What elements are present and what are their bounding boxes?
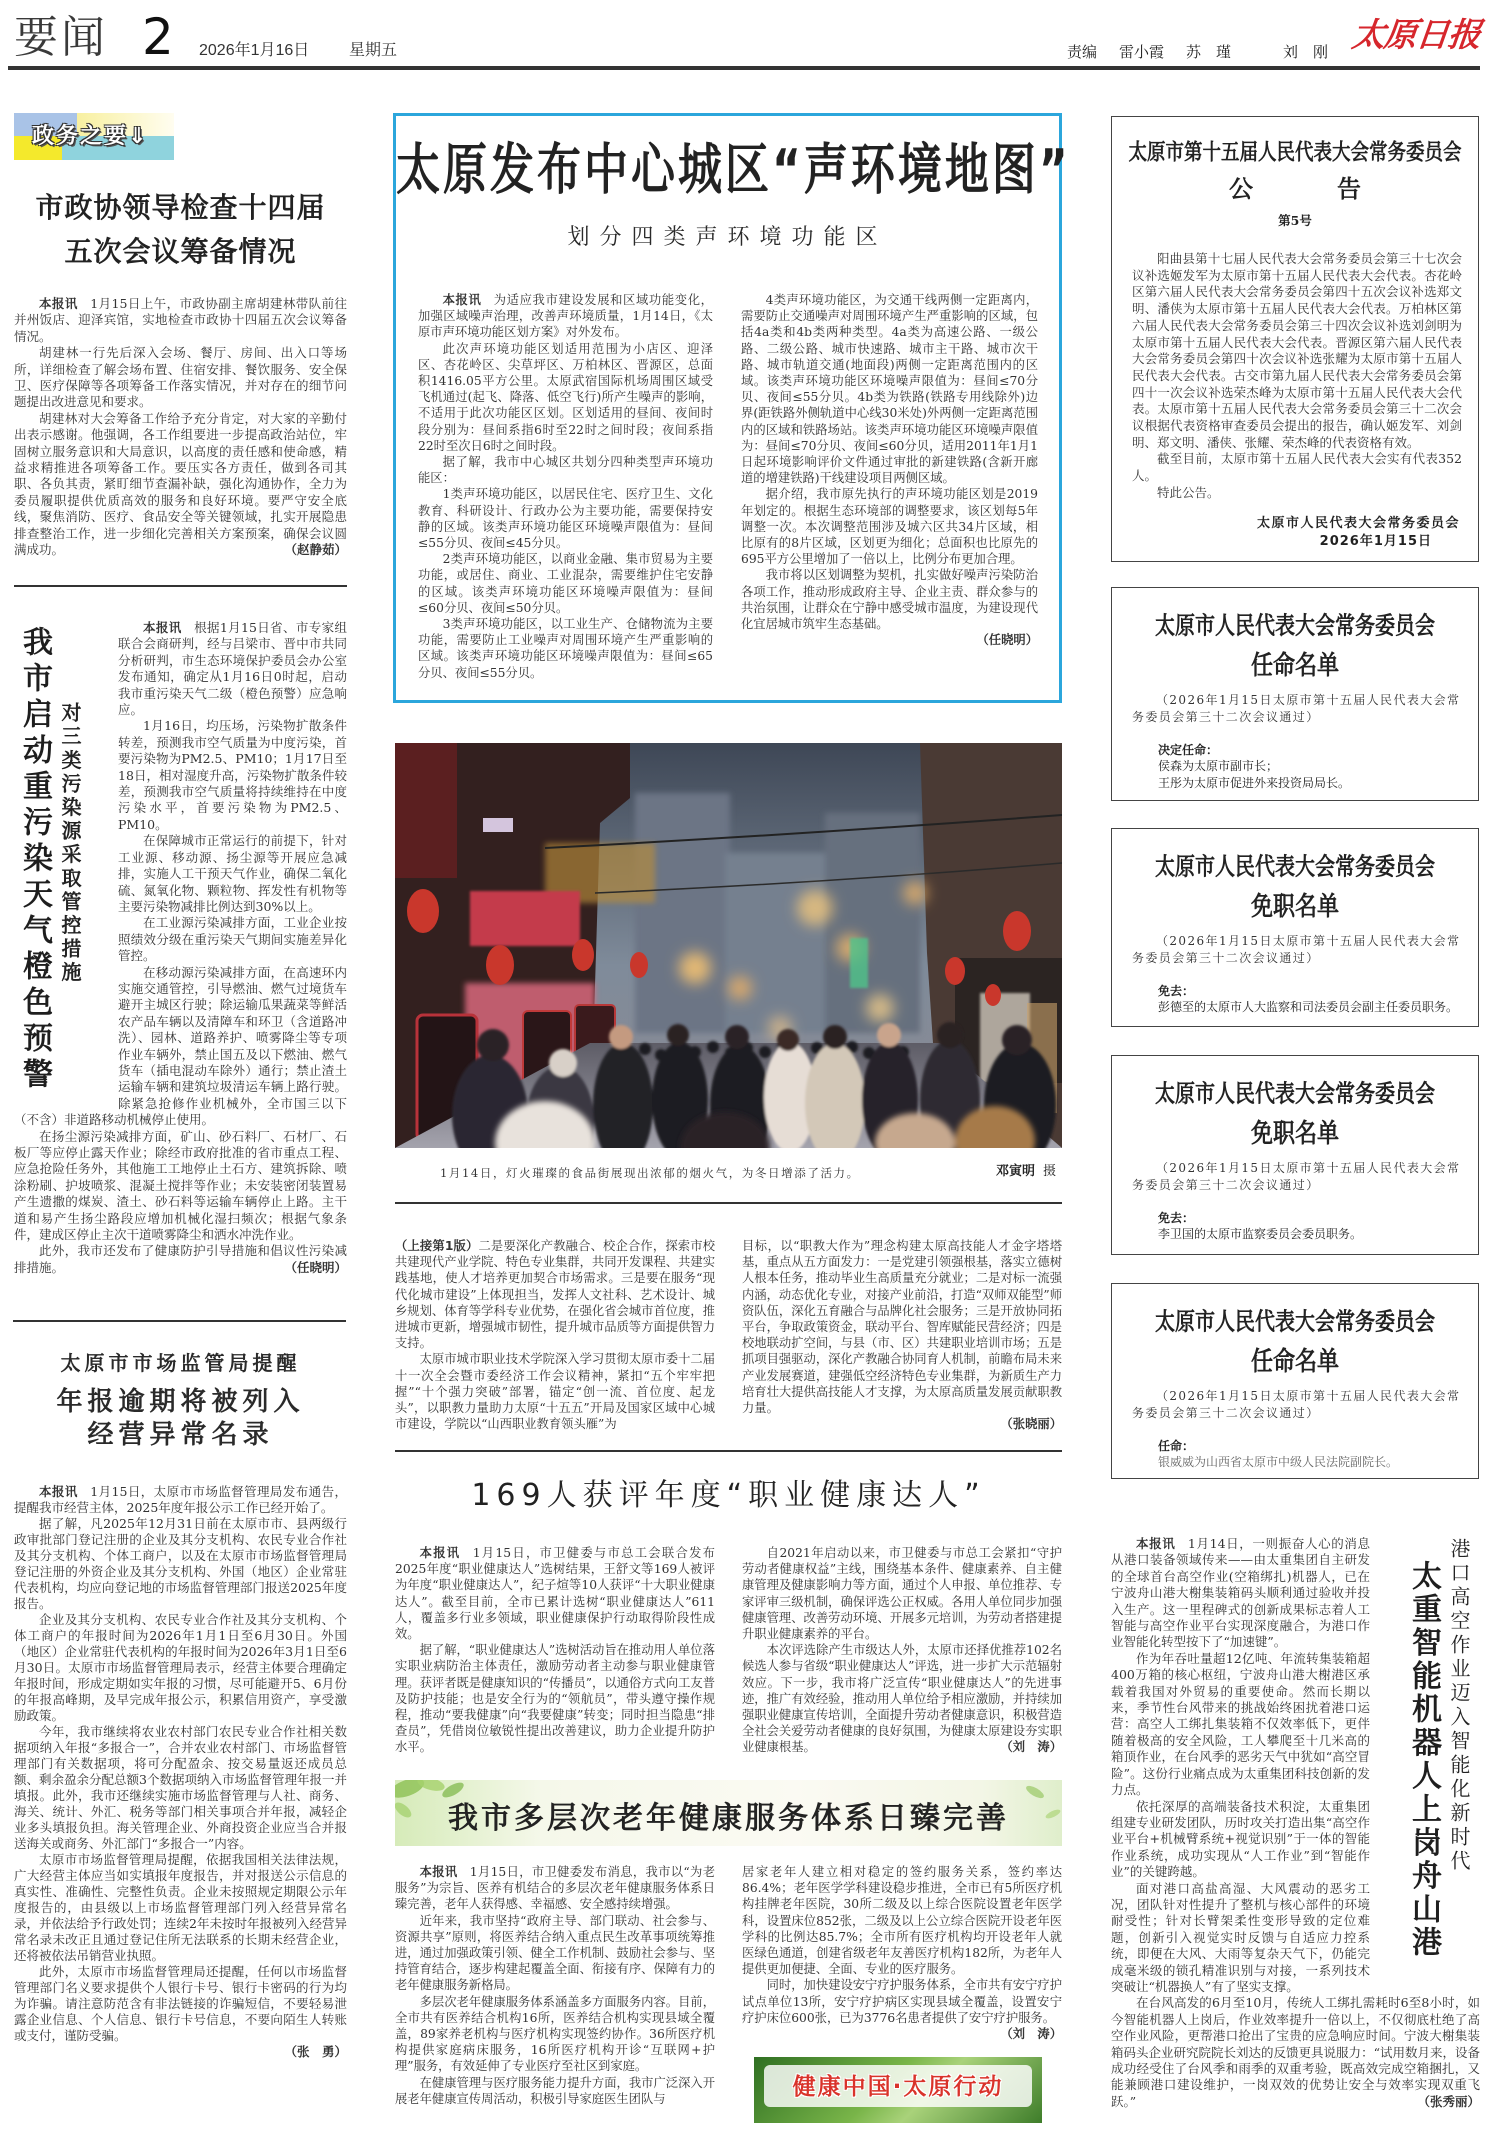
divider (395, 1202, 1062, 1204)
pollution-headline-block (14, 620, 118, 1102)
paragraph: 我市将以区划调整为契机，扎实做好噪声污染防治各项工作，推动形成政府主导、企业主责、群众参与的共治氛围，让群众在宁静中感受城市温度，为建设现代化宜居城市筑牢生态基础。 (741, 568, 1038, 632)
dateline-lead: 本报讯 (419, 1546, 461, 1560)
paragraph-text: 二是要深化产教融合、校企合作，探索市校共建现代产业学院、特色专业集群，共同开发课程、共建实践基地，使人才培养更加契合市场需求。三是要在服务“现代化城市建设”上体现担当，发挥人文社科、艺术设计、城乡规划、体育等学科专业优势，在强化省会城市首位度，推进城市更新，增强城市韧性，提升城市品质等方面提供智力支持。 (395, 1239, 715, 1351)
editors-line (1067, 42, 1328, 62)
market-kicker: 太原市市场监管局提醒 (60, 1351, 301, 1375)
paragraph (14, 1243, 347, 1276)
photo-caption: 1月14日，灯火璀璨的食品街展现出浓郁的烟火气，为冬日增添了活力。 (440, 1166, 860, 1180)
column-tag-label: 政务之要 (32, 124, 129, 149)
paragraph: 据了解，我市中心城区共划分四种类型声环境功能区： (418, 455, 713, 486)
byline: （张秀丽） (1417, 2093, 1480, 2109)
notice-signature: 太原市人民代表大会常务委员会 (1256, 516, 1460, 531)
header-rule (8, 66, 1480, 70)
paragraph: 1月16日，均压场，污染物扩散条件转差，预测我市空气质量为中度污染，首要污染物为PM2.5、PM10；1月17日至18日，相对湿度升高，污染物扩散条件较差，预测我市空气质量将持续维持在中度污染水平，首要污染物为PM2.5、PM10。 (118, 718, 347, 832)
paragraph-text: 1月15日，市卫健委发布消息，我市以“为老服务”为宗旨、医养有机结合的多层次老年健康服务体系日臻完善，老年人获得感、幸福感、安全感持续增强。 (395, 1865, 715, 1912)
paragraph (418, 292, 713, 341)
notice-label: 免去： (1158, 984, 1195, 998)
notice-items (1158, 999, 1474, 1016)
dateline-lead: 本报讯 (442, 293, 482, 307)
paragraph: 此次声环境功能区划适用范围为小店区、迎泽区、杏花岭区、尖草坪区、万柏林区、晋源区，总面积1416.05平方公里。太原武宿国际机场周围区域受飞机通过(起飞、降落、低空飞行)所产生噪声的影响，不适用于此次功能区区划。区划适用的昼间、夜间时段分别为：昼间系指6时至22时之间时段；夜间系指22时至次日6时之间时段。 (418, 341, 713, 453)
paragraph-text: 1月15日，市卫健委与市总工会联合发布2025年度“职业健康达人”选树结果，王舒文等169人被评为年度“职业健康达人”，纪子煊等10人获评“十大职业健康达人”。截至目前，全市已累计选树“职业健康达人”611人，覆盖多行业多领域，职业健康保护行动取得阶段性成效。 (395, 1546, 715, 1642)
dateline-lead: 本报讯 (419, 1865, 458, 1879)
banner-text: 健康中国·太原行动 (792, 2074, 1004, 2100)
paragraph (14, 1484, 347, 1516)
market-headline (14, 1386, 347, 1452)
port-robot-subheadline: 港口高空作业迈入智能化新时代 (1447, 1538, 1471, 1874)
newspaper-logo: 太原日报 (1350, 15, 1483, 54)
pollution-article (14, 620, 347, 1276)
notice-items (1158, 1226, 1474, 1243)
paragraph: 太原市城市职业技术学院深入学习贯彻太原市委十二届十一次全会暨市委经济工作会议精神，紧扣“五个牢牢把握”“十个强力突破”部署，锚定“创一流、首位度、起龙头”，以职教力量助力太原“十五五”开局及国家区域中心城市建设，学院以“山西职业教育领头雁”为 (395, 1352, 715, 1432)
paragraph: 今年，我市继续将农业农村部门农民专业合作社相关数据项纳入年报“多报合一”，合并农业农村部门、市场监督管理部门有关数据项，将可分配盈余、按交易量返还成员总额、剩余盈余分配总额3个数据项纳入市场监督管理年报一并填报。此外，我市还继续实施市场监督管理与人社、商务、海关、统计、外汇、税务等部门相关事项合并年报，减轻企业多头填报负担。海关管理企业、外商投资企业应当合并报送海关或商务、外汇部门“多报合一”内容。 (14, 1724, 347, 1851)
paragraph: 4类声环境功能区，为交通干线两侧一定距离内，需要防止交通噪声对周围环境产生严重影响的区域，包括4a类和4b类两种类型。4a类为高速公路、一级公路、二级公路、城市快速路、城市主干路、城市次干路、城市轨道交通(地面段)两侧一定距离范围内的区域。该类声环境功能区环境噪声限值为：昼间≤70分贝、夜间≤55分贝。4b类为铁路(铁路专用线除外)边界(距铁路外侧轨道中心线30米处)外两侧一定距离范围内的区域和铁路场站。该类声环境功能区环境噪声限值为：昼间≤70分贝、夜间≤60分贝，适用2011年1月1日起环境影响评价文件通过审批的新建铁路(含新开廊道的增建铁路)干线建设项目两侧区域。 (741, 293, 1038, 486)
divider (13, 1320, 346, 1322)
appointment-list-box (1111, 587, 1479, 801)
paragraph-text: 本次评选除产生市级达人外，太原市还择优推荐102名候选人参与省级“职业健康达人”评选，进一步扩大示范辐射效应。下一步，我市将广泛宣传“职业健康达人”的先进事迹，推广有效经验，推动用人单位给予相应激励，并持续加强职业健康宣传培训，全面提升劳动者健康意识，积极营造全社会关爱劳动者健康的良好氛围，为健康太原建设夯实职业健康根基。 (742, 1643, 1062, 1755)
food-street-photo (395, 743, 1062, 1148)
paragraph (14, 296, 347, 345)
vocational-article-column-left (395, 1238, 715, 1432)
pollution-headline: 我市启动重污染天气橙色预警 (17, 626, 52, 1094)
elderly-care-column-right (742, 1864, 1062, 2042)
headline-line: 五次会议筹备情况 (64, 235, 297, 268)
paragraph: 在保障城市正常运行的前提下，针对工业源、移动源、扬尘源等开展应急减排，实施人工干预天气作业，确保二氧化硫、氮氧化物、颗粒物、挥发性有机物等主要污染物减排比例达到30%以上。 (118, 833, 347, 914)
appointment-list-box (1111, 1283, 1479, 1479)
continued-from-label: （上接第1版） (395, 1239, 479, 1253)
dismissal-list-box (1111, 1055, 1479, 1255)
notice-item: 彭德至的太原市人大监察和司法委员会副主任委员职务。 (1158, 1000, 1459, 1014)
elderly-care-column-left (395, 1864, 715, 2107)
vocational-article-column-right (742, 1238, 1062, 1432)
editor-name: 雷小霞 (1119, 43, 1165, 61)
paragraph (1111, 1995, 1480, 2110)
headline-line: 市政协领导检查十四届 (35, 191, 326, 224)
paragraph: 胡建林一行先后深入会场、餐厅、房间、出入口等场所，详细检查了解会场布置、住宿安排、餐饮服务、安全保卫、医疗保障等各项筹备工作落实情况，并对存在的细节问题提出改进意见和要求。 (14, 345, 347, 410)
dateline-lead: 本报讯 (1136, 1536, 1176, 1551)
paragraph-text: 同时，加快建设安宁疗护服务体系，全市共有安宁疗护试点单位13所，安宁疗护病区实现县域全覆盖，设置安宁疗护床位600张，已为3776名患者提供了安宁疗护服务。 (742, 1978, 1062, 2025)
cppcc-article-body (14, 296, 347, 559)
npc-announcement-box (1111, 116, 1479, 562)
notice-label: 任命： (1158, 1439, 1195, 1453)
photo-credit (996, 1163, 1056, 1181)
banner-pill (764, 2065, 1032, 2107)
paragraph: 截至目前，太原市第十五届人民代表大会实有代表352人。 (1132, 451, 1462, 484)
headline-line: 年报逾期将被列入 (56, 1387, 305, 1417)
byline: （张 勇） (284, 2044, 347, 2059)
paragraph: 企业及其分支机构、农民专业合作社及其分支机构、个体工商户的年报时间为2026年1月1日至6月30日。外国（地区）企业常驻代表机构的年报时间为2026年3月1日至6月30日。太原市市场监督管理局表示，经营主体要合理确定年报时间，形成定期如实年报的习惯，尽可能避开5、6月份的年报高峰期，及早完成年报公示，积累信用资产，享受激励政策。 (14, 1612, 347, 1723)
paragraph: 据介绍，我市原先执行的声环境功能区划是2019年划定的。根据生态环境部的调整要求，该区划每5年调整一次。本次调整范围涉及城六区共34片区域，相比原有的8片区域，区划更为细化；总面积也比原先的695平方公里增加了一倍以上，比例分布更加合理。 (741, 487, 1038, 567)
notice-item: 王彤为太原市促进外来投资局局长。 (1158, 775, 1351, 790)
paragraph: 目标，以“职教大作为”理念构建太原高技能人才金字塔塔基，重点从五方面发力：一是党建引领强根基，落实立德树人根本任务，推动毕业生高质量充分就业；二是对标一流强内涵，动态优化专业，对接产业前沿，打造“双师双能型”师资队伍，深化五育融合与品牌化社会服务；三是开放协同拓平台，争取政策资金，联动平台、智库赋能民营经济；四是校地联动扩空间，与县（市、区）共建职业培训市场；五是抓项目强驱动，深化产教融合协同育人机制，前瞻布局未来产业发展赛道，建强低空经济特色专业集群，为新质生产力培育壮大提供高技能人才支撑，为太原高质量发展贡献职教力量。 (742, 1239, 1062, 1416)
section-name: 要闻 (14, 12, 108, 63)
paragraph: 自2021年启动以来，市卫健委与市总工会紧扣“守护劳动者健康权益”主线，围绕基本条件、健康素养、自主健康管理及健康影响力等方面，通过个人申报、单位推荐、专家评审三级机制，确保评选公正权威。各用人单位同步加强健康管理、改善劳动环境、开展多元培训，为劳动者搭建提升职业健康素养的平台。 (742, 1546, 1062, 1642)
paragraph (395, 1864, 715, 1913)
paragraph-text: 胡建林对大会筹备工作给予充分肯定，对大家的辛勤付出表示感谢。他强调，各工作组要进一步提高政治站位，牢固树立服务意识和大局意识，以高度的责任感和使命感，精益求精推进各项筹备工作。要压实各方责任，做到各司其职、各负其责，紧盯细节查漏补缺，强化沟通协作，全力为委员履职提供优质高效的服务和良好环境。要严守安全底线，聚焦消防、医疗、食品安全等关键领域，扎实开展隐患排查整治工作，进一步细化完善相关方案预案，确保会议圆满成功。 (14, 410, 347, 558)
paragraph: 阳曲县第十七届人民代表大会常务委员会第三十七次会议补选姬发军为太原市第十五届人民代表大会代表。杏花岭区第六届人民代表大会常务委员会第四十五次会议补选郑文明、潘侠为太原市第十五届人民代表大会代表。万柏林区第六届人民代表大会常务委员会第三十四次会议补选刘剑明为太原市第十五届人民代表大会代表。晋源区第六届人民代表大会常务委员会第四十次会议补选张耀为太原市第十五届人民代表大会代表。古交市第九届人民代表大会常务委员会第四十一次会议补选荣杰峰为太原市第十五届人民代表大会代表。太原市第十五届人民代表大会常务委员会第三十二次会议根据代表资格审查委员会提出的报告，确认姬发军、刘剑明、郑文明、潘侠、张耀、荣杰峰的代表资格有效。 (1132, 251, 1462, 450)
paragraph-text: 此外，我市还发布了健康防护引导措施和倡议性污染减排措施。 (14, 1243, 347, 1275)
notice-subtitle: 免职名单 (1250, 1118, 1339, 1148)
paragraph: 作为年吞吐量超12亿吨、年流转集装箱超400万箱的核心枢纽，宁波舟山港大榭港区承载着我国对外贸易的重要使命。然而长期以来，季节性台风带来的挑战始终困扰着港口运营：高空人工绑扎集装箱不仅效率低下，更伴随着极高的安全风险，工人攀爬至十几米高的箱顶作业，在台风季的恶劣天气中犹如“高空冒险”。这份行业痛点成为太重集团科技创新的发力点。 (1111, 1650, 1370, 1798)
paragraph: 3类声环境功能区，以工业生产、仓储物流为主要功能，需要防止工业噪声对周围环境产生严重影响的区域。该类声环境功能区环境噪声限值为：昼间≤65分贝、夜间≤55分贝。 (418, 617, 713, 680)
editor-label: 责编 (1067, 43, 1098, 61)
health-talent-column-right (742, 1545, 1062, 1756)
issue-date: 2026年1月16日 (199, 42, 310, 59)
paragraph (742, 1642, 1062, 1755)
paragraph: 在移动源污染减排方面，在高速环内实施交通管控，引导燃油、燃气过境货车避开主城区行驶；除运输瓜果蔬菜等鲜活农产品车辆以及清障车和环卫（含道路冲洗）、园林、道路养护、喷雾降尘等专项作业车辆外，禁止国五及以下燃油、燃气货车（插电混动车除外）通行；禁止渣土运输车辆和建筑垃圾清运车辆上路行驶。除紧急抢修作业机械外，全市国三以下（不含）非道路移动机械停止使用。 (14, 964, 347, 1128)
port-robot-headline-block (1370, 1536, 1480, 1978)
notice-item: 银威威为山西省太原市中级人民法院副院长。 (1158, 1455, 1399, 1469)
paragraph (14, 411, 347, 559)
paragraph-text: 1月14日，一则振奋人心的消息从港口装备领域传来——由太重集团自主研发的全球首台高空作业(空箱绑扎)机器人，已在宁波舟山港大榭集装箱码头顺利通过验收并投入生产。这一里程碑式的创新成果标志着人工智能与高空作业平台实现深度融合，为港口作业智能化转型按下了“加速键”。 (1111, 1536, 1370, 1650)
editor-name: 苏 瑾 (1186, 43, 1232, 61)
byline: （刘 涛） (1000, 2027, 1062, 2042)
dateline-lead: 本报讯 (143, 620, 182, 635)
notice-item: 李卫国的太原市监察委员会委员职务。 (1158, 1227, 1363, 1241)
byline: （赵静茹） (284, 542, 347, 558)
notice-subtitle: 免职名单 (1250, 891, 1339, 921)
notice-label: 决定任命： (1158, 743, 1219, 757)
headline-line: 经营异常名录 (87, 1420, 274, 1450)
notice-items (1158, 1454, 1474, 1471)
article-column-right (741, 292, 1038, 648)
notice-subtitle: 公 告 (1229, 177, 1391, 203)
paragraph: 据了解，“职业健康达人”选树活动旨在推动用人单位落实职业病防治主体责任，激励劳动者主动参与职业健康管理。获评者既是健康知识的“传播员”，以通俗方式向工友普及防护技能；也是安全行为的“领航员”，带头遵守操作规程，推动“要我健康”向“我要健康”转变；同时担当隐患“排查员”，凭借岗位敏锐性提出改善建议，助力企业提升防护水平。 (395, 1643, 715, 1755)
dateline-lead: 本报讯 (39, 1484, 78, 1499)
notice-title: 太原市人民代表大会常务委员会 (1155, 1309, 1435, 1336)
notice-title: 太原市人民代表大会常务委员会 (1155, 613, 1435, 640)
arrow-down-icon: ⇓ (128, 124, 149, 149)
notice-label: 免去： (1158, 1211, 1195, 1225)
elderly-care-headline-banner (395, 1780, 1062, 1846)
elderly-care-headline: 我市多层次老年健康服务体系日臻完善 (448, 1801, 1009, 1836)
photo-green-sign (850, 938, 868, 988)
notice-subtitle: 任命名单 (1250, 650, 1339, 680)
notice-subtitle: 任命名单 (1250, 1346, 1339, 1376)
noise-map-subheadline: 划分四类声环境功能区 (567, 225, 888, 250)
paragraph-text: 1月15日，太原市市场监督管理局发布通告，提醒我市经营主体，2025年度年报公示工作已经开始了。 (14, 1484, 347, 1515)
notice-item: 侯森为太原市副市长； (1158, 759, 1279, 773)
notice-title: 太原市人民代表大会常务委员会 (1155, 854, 1435, 881)
page-number: 2 (142, 8, 174, 66)
divider (395, 1450, 1062, 1452)
credit-suffix: 摄 (1043, 1164, 1057, 1179)
notice-number: 第5号 (1278, 213, 1312, 228)
paragraph: 太原市市场监督管理局提醒，依据我国相关法律法规，广大经营主体应当如实填报年度报告，并对报送公示信息的真实性、准确性、完整性负责。企业未按照规定期限公示年度报告的，由县级以上市场监督管理部门列入经营异常名录，并依法给予行政处罚；连续2年未按时年报被列入经营异常名录未改正且通过登记住所无法联系的长期未经营企业，还将被依法吊销营业执照。 (14, 1852, 347, 1963)
health-talent-headline: 169人获评年度“职业健康达人” (471, 1478, 986, 1513)
column-tag-banner (14, 113, 174, 160)
paragraph-text: 在台风高发的6月至10月，传统人工绑扎需耗时6至8小时，如今智能机器人上岗后，作业效率提升一倍以上，不仅彻底杜绝了高空作业风险，更帮港口抢出了宝贵的应急响应时间。宁波大榭集装箱码头企业研究院院长刘达的反馈更具说服力：“试用数月来，设备成功经受住了台风季和雨季的双重考验，既高效完成空箱捆扎，又能兼顾港口建设维护，一岗双效的优势让安全与效率实现双重飞跃。” (1111, 1995, 1480, 2109)
paragraph-text: 1月15日上午，市政协副主席胡建林带队前往并州饭店、迎泽宾馆，实地检查市政协十四届五次会议筹备情况。 (14, 296, 347, 344)
paragraph (395, 1545, 715, 1642)
notice-title: 太原市人民代表大会常务委员会 (1155, 1081, 1435, 1108)
notice-note: （2026年1月15日太原市第十五届人民代表大会常务委员会第三十二次会议通过） (1132, 1389, 1461, 1420)
paragraph (395, 1238, 715, 1351)
editor-name: 刘 刚 (1283, 43, 1329, 61)
paragraph: 在扬尘源污染减排方面，矿山、砂石料厂、石材厂、石板厂等应停止露天作业；除经市政府批准的省市重点工程、应急抢险任务外，其他施工工地停止土石方、建筑拆除、喷涂粉刷、护坡喷浆、混凝土搅拌等作业；未安装密闭装置易产生遗撒的煤炭、渣土、砂石料等运输车辆停止上路。主干道和易产生扬尘路段应增加机械化湿扫频次；根据气象条件，建成区停止主次干道喷雾降尘和洒水冲洗作业。 (14, 1128, 347, 1243)
paragraph (742, 1977, 1062, 2042)
paragraph: 在健康管理与医疗服务能力提升方面，我市广泛深入开展老年健康宣传周活动，积极引导家庭医生团队与 (395, 2075, 715, 2106)
noise-map-headline: 太原发布中心城区“声环境地图” (396, 138, 1071, 202)
paragraph: 特此公告。 (1157, 484, 1220, 500)
pollution-subheadline: 对三类污染源采取管控措施 (58, 702, 82, 986)
notice-note: （2026年1月15日太原市第十五届人民代表大会常务委员会第三十二次会议通过） (1132, 693, 1461, 724)
dismissal-list-box (1111, 828, 1479, 1027)
notice-title: 太原市第十五届人民代表大会常务委员会 (1128, 141, 1462, 166)
byline: （任晓明） (284, 1259, 347, 1275)
issue-weekday: 星期五 (349, 42, 398, 59)
notice-items (1158, 758, 1474, 791)
notice-note: （2026年1月15日太原市第十五届人民代表大会常务委员会第三十二次会议通过） (1132, 934, 1461, 965)
notice-date: 2026年1月15日 (1319, 534, 1432, 549)
paragraph: 此外，太原市市场监督管理局还提醒，任何以市场监督管理部门名义要求提供个人银行卡号、银行卡密码的行为均为诈骗。请注意防范含有非法链接的诈骗短信，不要轻易泄露企业信息、个人信息、银行卡号信息，不要向陌生人转账或支付，谨防受骗。 (14, 1964, 347, 2043)
street-photo-illustration (395, 743, 1062, 1148)
dateline-lead: 本报讯 (39, 296, 78, 311)
photographer-name: 邓寅明 (996, 1164, 1036, 1179)
paragraph-text: 根据1月15日省、市专家组联合会商研判，经与吕梁市、晋中市共同分析研判，市生态环境保护委员会办公室发布通知，确定从1月16日0时起，启动我市重污染天气二级（橙色预警）应急响应。 (118, 620, 347, 718)
port-robot-headline: 太重智能机器人上岗舟山港 (1406, 1560, 1441, 1960)
cppcc-headline (14, 186, 347, 274)
paragraph: 据了解，凡2025年12月31日前在太原市市、县两级行政审批部门登记注册的企业及其分支机构、农民专业合作社及其分支机构、个体工商户，以及在太原市市场监督管理局登记注册的外资企业及其分支机构、外国（地区）企业常驻代表机构，均应向登记地的市场监督管理部门报送2025年度报告。 (14, 1516, 347, 1611)
port-robot-article (1111, 1536, 1480, 2110)
healthy-china-banner (754, 2057, 1042, 2123)
notice-note: （2026年1月15日太原市第十五届人民代表大会常务委员会第三十二次会议通过） (1132, 1161, 1461, 1192)
paragraph: 居家老年人建立相对稳定的签约服务关系，签约率达86.4%；老年医学学科建设稳步推进，全市已有5所医疗机构挂牌老年医院，30所二级及以上综合医院设置老年医学科，设置床位852张，二级及以上公立综合医院开设老年医学科的比例达85.7%；全市所有医疗机构均开设老年人就医绿色通道，创建省级老年友善医疗机构182所，为老年人提供更加便捷、全面、专业的医疗服务。 (742, 1865, 1062, 1977)
byline: （任晓明） (976, 633, 1038, 648)
paragraph: 面对港口高盐高湿、大风震动的恶劣工况，团队针对性提升了整机与核心部件的环境耐受性；针对长臂架柔性变形导致的定位难题，创新引入视觉实时反馈与自适应力控系统，即便在大风、大雨等复杂天气下，仍能完成毫米级的锁孔精准识别与对接，一系列技术突破让“机器换人”有了坚实支撑。 (1111, 1880, 1370, 1994)
paragraph: 依托深厚的高端装备技术积淀，太重集团组建专业研发团队，历时攻关打造出集“高空作业平台+机械臂系统+视觉识别”于一体的智能作业系统，成功实现从“人工作业”到“智能作业”的关键跨越。 (1111, 1798, 1370, 1880)
paragraph: 多层次老年健康服务体系涵盖多方面服务内容。目前，全市共有医养结合机构16所，医养结合机构实现县域全覆盖，89家养老机构与医疗机构实现签约协作。36所医疗机构提供家庭病床服务，16所医疗机构开诊“互联网+护理”服务，有效延伸了专业医疗至社区到家庭。 (395, 1994, 715, 2074)
notice-body (1132, 251, 1462, 502)
paragraph: 近年来，我市坚持“政府主导、部门联动、社会参与、资源共享”原则，将医养结合纳入重点民生改革事项统筹推进，通过加强政策引领、健全工作机制、鼓励社会参与、坚持管育结合，逐步构建起覆盖全面、衔接有序、保障有力的老年健康服务新格局。 (395, 1913, 715, 1993)
noise-map-feature-box (393, 113, 1071, 703)
byline: （刘 涛） (1000, 1740, 1062, 1755)
article-column-left (418, 292, 713, 681)
paragraph: 1类声环境功能区，以居民住宅、医疗卫生、文化教育、科研设计、行政办公为主要功能，需要保持安静的区域。该类声环境功能区环境噪声限值为：昼间≤55分贝、夜间≤45分贝。 (418, 487, 713, 551)
market-article-body (14, 1484, 347, 2060)
paragraph: 在工业源污染减排方面，工业企业按照绩效分级在重污染天气期间实施差异化管控。 (118, 915, 347, 964)
paragraph-text: 为适应我市建设发展和区域功能变化，加强区域噪声治理，改善声环境质量，1月14日，《太原市声环境功能区划方案》对外发布。 (418, 293, 713, 340)
divider (14, 585, 347, 587)
byline: （张晓丽） (1000, 1417, 1062, 1432)
health-talent-column-left (395, 1545, 715, 1756)
paragraph: 2类声环境功能区，以商业金融、集市贸易为主要功能，或居住、商业、工业混杂，需要维护住宅安静的区域。该类声环境功能区环境噪声限值为：昼间≤60分贝、夜间≤50分贝。 (418, 552, 713, 615)
column-tag (32, 124, 148, 150)
